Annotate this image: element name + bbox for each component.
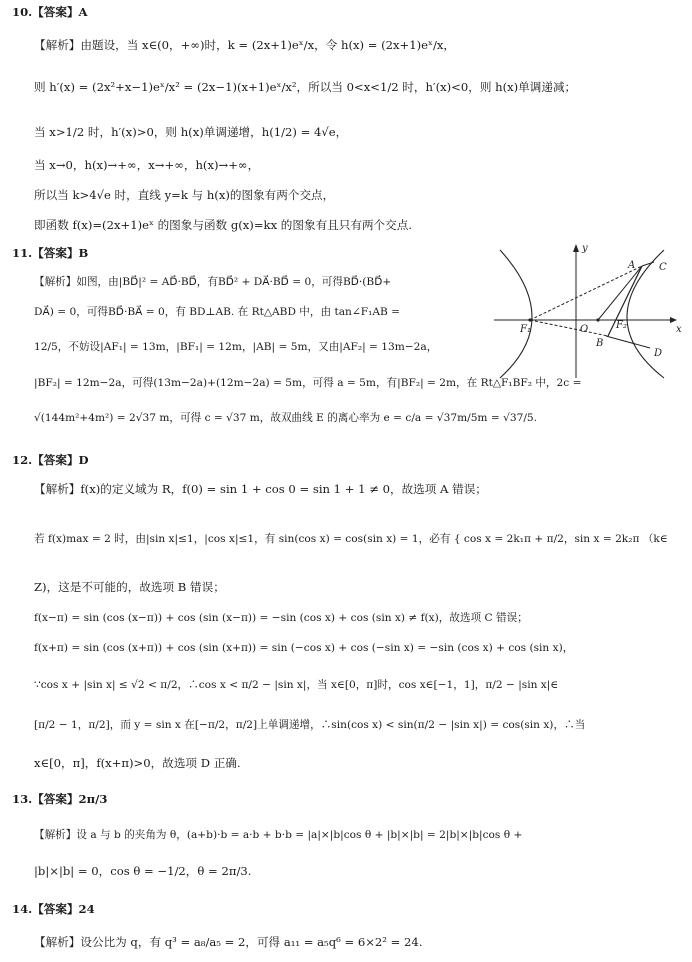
- analysis-12-line-5: f(x+π) = sin (cos (x+π)) + cos (sin (x+π)) = sin (−cos x) + cos (−sin x) = −sin (cos x) + cos (sin x)，: [34, 642, 574, 654]
- hyperbola-left-branch: [500, 250, 532, 378]
- answer-11-header: 11.【答案】B: [12, 246, 89, 260]
- label-f1: F₁: [520, 324, 531, 335]
- analysis-12-line-4: f(x−π) = sin (cos (x−π)) + cos (sin (x−π)) = −sin (cos x) + cos (sin x) ≠ f(x)，故选项 C 错误；: [34, 612, 528, 624]
- analysis-11-line-4: |BF₂| = 12m−2a，可得(13m−2a)+(12m−2a) = 5m，可得 a = 5m，有|BF₂| = 2m，在 Rt△F₁BF₂ 中，2c =: [34, 377, 582, 389]
- point-f2: [596, 318, 599, 321]
- analysis-12-line-7: [π/2 − 1，π/2]，而 y = sin x 在[−π/2，π/2]上单调递增，∴sin(cos x) < sin(π/2 − |sin x|) = cos(sin x)，∴当: [34, 719, 586, 731]
- analysis-10-line-3: 当 x>1/2 时，h′(x)>0，则 h(x)单调递增，h(1/2) = 4√e，: [34, 125, 348, 139]
- analysis-10-line-1: 【解析】由题设，当 x∈(0，+∞)时，k = (2x+1)eˣ/x，令 h(x) = (2x+1)eˣ/x，: [34, 38, 455, 52]
- line-f1-a: [530, 266, 642, 320]
- analysis-11-line-3: 12/5，不妨设|AF₁| = 13m，|BF₁| = 12m，|AB| = 5m，又由|AF₂| = 13m−2a，: [34, 341, 438, 353]
- analysis-12-line-8: x∈[0，π]，f(x+π)>0，故选项 D 正确.: [34, 756, 241, 770]
- analysis-13-line-1: 【解析】设 a 与 b 的夹角为 θ，(a+b)·b = a·b + b·b = |a|×|b|cos θ + |b|×|b| = 2|b|×|b|cos θ +: [34, 829, 523, 841]
- label-d: D: [654, 348, 663, 359]
- label-y: y: [582, 243, 588, 254]
- analysis-10-line-5: 所以当 k>4√e 时，直线 y=k 与 h(x)的图象有两个交点，: [34, 188, 335, 202]
- y-axis-arrow: [573, 244, 579, 252]
- analysis-12-line-1: 【解析】f(x)的定义域为 R，f(0) = sin 1 + cos 0 = sin 1 + 1 ≠ 0，故选项 A 错误；: [34, 482, 487, 496]
- label-o: O: [580, 324, 589, 335]
- hyperbola-figure: [494, 240, 684, 380]
- label-x: x: [676, 324, 682, 335]
- analysis-12-line-3: Z)，这是不可能的，故选项 B 错误；: [34, 580, 225, 594]
- label-c: C: [659, 262, 667, 273]
- analysis-11-line-5: √(144m²+4m²) = 2√37 m，可得 c = √37 m，故双曲线 E 的离心率为 e = c/a = √37m/5m = √37/5.: [34, 412, 538, 424]
- analysis-13-line-2: |b|×|b| = 0，cos θ = −1/2，θ = 2π/3.: [34, 864, 252, 878]
- segment-bd: [606, 336, 650, 348]
- analysis-12-line-6: ∵cos x + |sin x| ≤ √2 < π/2，∴cos x < π/2 − |sin x|，当 x∈[0，π]时，cos x∈[−1，1]，π/2 − |sin x|∈: [34, 679, 559, 691]
- label-f2: F₂: [616, 320, 627, 331]
- x-axis-arrow: [670, 317, 677, 323]
- label-b: B: [596, 338, 604, 349]
- answer-10-header: 10.【答案】A: [12, 5, 88, 19]
- analysis-10-line-2: 则 h′(x) = (2x²+x−1)eˣ/x² = (2x−1)(x+1)eˣ/x²，所以当 0<x<1/2 时，h′(x)<0，则 h(x)单调递减；: [34, 80, 577, 94]
- analysis-11-line-2: DA⃗) = 0，可得BD⃗·BA⃗ = 0，有 BD⊥AB. 在 Rt△ABD 中，由 tan∠F₁AB =: [34, 306, 401, 318]
- analysis-12-line-2: 若 f(x)max = 2 时，由|sin x|≤1，|cos x|≤1，有 sin(cos x) = cos(sin x) = 1，必有 { cos x = 2k₁π + π/2，sin x = 2k₂π （k∈: [34, 533, 668, 545]
- analysis-11-line-1: 【解析】如图，由|BD⃗|² = AD⃗·BD⃗，有BD⃗² + DA⃗·BD⃗ = 0，可得BD⃗·(BD⃗+: [34, 276, 392, 288]
- analysis-14-line-1: 【解析】设公比为 q，有 q³ = a₈/a₅ = 2，可得 a₁₁ = a₅q⁶ = 6×2² = 24.: [34, 935, 423, 949]
- analysis-10-line-6: 即函数 f(x)=(2x+1)eˣ 的图象与函数 g(x)=kx 的图象有且只有两个交点.: [34, 218, 413, 232]
- analysis-10-line-4: 当 x→0，h(x)→+∞，x→+∞，h(x)→+∞，: [34, 158, 260, 172]
- answer-14-header: 14.【答案】24: [12, 902, 95, 916]
- label-a: A: [628, 260, 636, 271]
- answer-13-header: 13.【答案】2π/3: [12, 792, 108, 806]
- line-f1-b: [530, 320, 608, 336]
- answer-12-header: 12.【答案】D: [12, 453, 89, 467]
- point-f1: [528, 318, 531, 321]
- ray-a-c: [642, 262, 654, 266]
